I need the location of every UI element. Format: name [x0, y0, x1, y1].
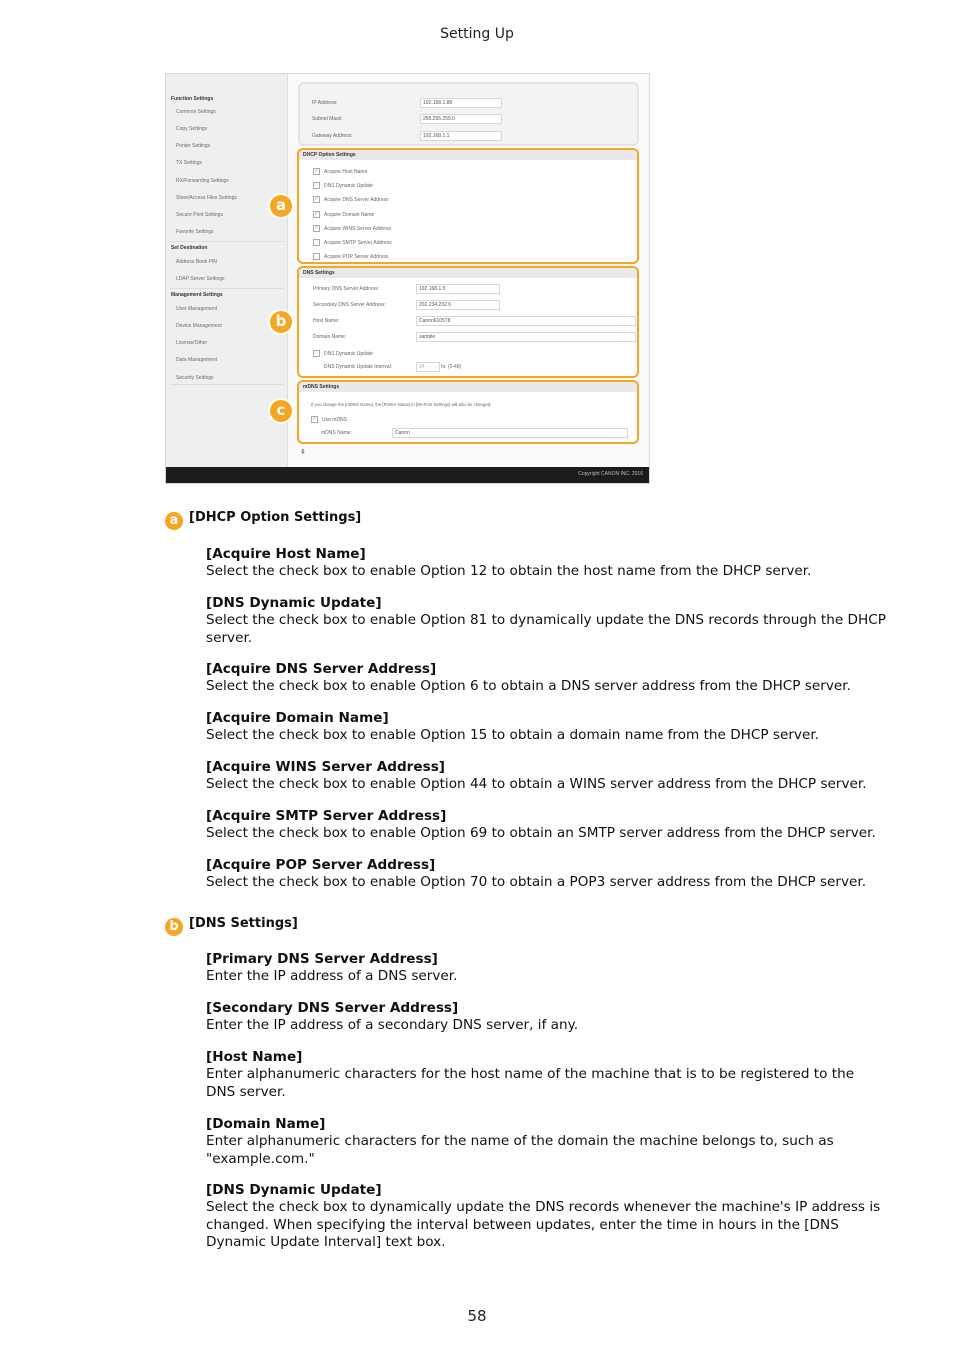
definition-term: [Host Name] — [206, 1049, 303, 1065]
definition-description: Select the check box to enable Option 81 to dynamically update the DNS records through the DHCP server. — [206, 612, 886, 646]
section-a-heading — [165, 510, 361, 530]
section-a-badge: a — [165, 512, 183, 530]
sidebar-item[interactable]: License/Other — [176, 340, 208, 346]
definition-term: [Acquire SMTP Server Address] — [206, 808, 447, 824]
sidebar-item[interactable]: Secure Print Settings — [176, 212, 223, 218]
dhcp-option-checkbox[interactable] — [313, 253, 388, 260]
definition-term: [Secondary DNS Server Address] — [206, 1000, 459, 1016]
definition-item — [206, 1049, 886, 1101]
mdns-note: If you change the [mDNS Name], the [Printer Name] in [Wi-Print Settings] will also be changed. — [311, 402, 492, 407]
section-b-badge: b — [165, 918, 183, 936]
mdns-name-field[interactable]: Canon — [392, 428, 628, 438]
domain-name-label: Domain Name: — [313, 334, 347, 340]
checkbox-checked-icon: ✓ — [314, 196, 319, 203]
definition-description: Select the check box to enable Option 44 to obtain a WINS server address from the DHCP server. — [206, 776, 867, 793]
dhcp-option-checkbox[interactable] — [313, 196, 388, 203]
ip-address-field[interactable]: 192.168.1.88 — [420, 98, 502, 108]
dhcp-option-label: Acquire POP Server Address — [324, 254, 389, 261]
scroll-top-icon[interactable]: ⇞ — [300, 449, 306, 456]
secondary-dns-label: Secondary DNS Server Address: — [313, 302, 386, 308]
definition-item — [206, 661, 886, 696]
dhcp-option-checkbox[interactable] — [313, 225, 391, 232]
screenshot-figure — [165, 73, 650, 484]
dns-settings-box — [297, 266, 639, 378]
subnet-mask-field[interactable]: 255.255.255.0 — [420, 114, 502, 124]
definition-term: [Acquire DNS Server Address] — [206, 661, 437, 677]
callout-b: b — [270, 311, 292, 333]
dhcp-option-checkbox[interactable] — [313, 239, 392, 246]
definition-item — [206, 759, 886, 794]
dhcp-option-label: Acquire SMTP Server Address — [324, 239, 392, 246]
update-interval-label: DNS Dynamic Update Interval: — [324, 364, 393, 370]
screenshot-footer-bar — [166, 467, 649, 483]
gateway-label: Gateway Address: — [312, 133, 353, 139]
callout-c: c — [270, 400, 292, 422]
checkbox-checked-icon: ✓ — [314, 168, 319, 174]
sidebar-category: Set Destination — [171, 245, 208, 251]
dhcp-option-settings-title: DHCP Option Settings — [299, 150, 637, 160]
dhcp-option-settings-box — [297, 148, 639, 264]
tcpip-panel — [298, 82, 639, 146]
sidebar-item[interactable]: Favorite Settings — [176, 229, 214, 235]
checkbox-checked-icon: ✓ — [312, 416, 317, 422]
definition-term: [DNS Dynamic Update] — [206, 595, 382, 611]
dns-settings-title: DNS Settings — [299, 268, 637, 278]
definition-item — [206, 710, 886, 745]
dhcp-option-checkbox[interactable] — [313, 211, 374, 218]
dhcp-option-label: Acquire WINS Server Address — [324, 225, 391, 232]
definition-term: [Domain Name] — [206, 1116, 326, 1132]
secondary-dns-field[interactable]: 202.234.232.6 — [416, 300, 500, 310]
mdns-name-label: mDNS Name: — [321, 430, 352, 436]
sidebar-item[interactable]: Store/Access Files Settings — [176, 195, 237, 201]
host-name-field[interactable]: Canon610578 — [416, 316, 636, 326]
sidebar-divider — [170, 384, 284, 385]
checkbox-icon — [313, 253, 320, 260]
checkbox-checked-icon: ✓ — [314, 224, 319, 231]
host-name-label: Host Name: — [313, 318, 340, 324]
sidebar-category: Management Settings — [171, 292, 223, 298]
primary-dns-label: Primary DNS Server Address: — [313, 286, 380, 292]
domain-name-field[interactable]: sample — [416, 332, 636, 342]
copyright-text: Copyright CANON INC. 2016 — [578, 471, 643, 477]
checkbox-icon — [313, 350, 320, 357]
definition-item — [206, 1000, 886, 1035]
definition-item — [206, 1182, 886, 1252]
definition-item — [206, 857, 886, 892]
update-interval-field[interactable]: 24 — [416, 362, 440, 372]
checkbox-icon — [313, 239, 320, 246]
definition-item — [206, 546, 886, 581]
definition-description: Enter alphanumeric characters for the host name of the machine that is to be registered to the DNS server. — [206, 1066, 855, 1100]
definition-term: [Acquire Host Name] — [206, 546, 366, 562]
ip-address-label: IP Address: — [312, 100, 338, 106]
sidebar-divider — [170, 288, 284, 289]
definition-term: [DNS Dynamic Update] — [206, 1182, 382, 1198]
sidebar-item[interactable]: Common Settings — [176, 109, 216, 115]
use-mdns-label: Use mDNS — [322, 416, 348, 423]
sidebar-category: Function Settings — [171, 96, 214, 102]
settings-main-panel — [288, 74, 649, 467]
dhcp-option-label: Acquire Domain Name — [324, 211, 375, 218]
page-number: 58 — [467, 1307, 487, 1325]
sidebar-item[interactable]: Device Management — [176, 323, 222, 329]
definition-item — [206, 1116, 886, 1168]
sidebar-item[interactable]: Data Management — [176, 357, 218, 363]
section-b-heading — [165, 916, 298, 936]
dns-dynamic-update-checkbox[interactable] — [313, 350, 373, 357]
primary-dns-field[interactable]: 192.168.1.5 — [416, 284, 500, 294]
definition-description: Select the check box to dynamically update the DNS records whenever the machine's IP address is changed. When specifying the interval between updates, enter the time in hours in the [DNS Dynamic Update Interval] text box. — [206, 1199, 881, 1251]
sidebar-item[interactable]: LDAP Server Settings — [176, 276, 225, 282]
gateway-field[interactable]: 192.168.1.1 — [420, 131, 502, 141]
dhcp-option-checkbox[interactable] — [313, 182, 373, 189]
definition-description: Enter alphanumeric characters for the name of the domain the machine belongs to, such as "example.com." — [206, 1133, 834, 1167]
dhcp-option-label: DNS Dynamic Update — [324, 183, 373, 190]
definition-item — [206, 808, 886, 843]
definition-description: Select the check box to enable Option 70 to obtain a POP3 server address from the DHCP server. — [206, 874, 867, 891]
definition-item — [206, 595, 886, 647]
section-a-title: [DHCP Option Settings] — [189, 510, 362, 525]
page-header: Setting Up — [440, 26, 514, 42]
sidebar-item[interactable]: Copy Settings — [176, 126, 208, 132]
dhcp-option-label: Acquire DNS Server Address — [324, 197, 389, 204]
sidebar-item[interactable]: Address Book PIN — [176, 259, 217, 265]
callout-a: a — [270, 195, 292, 217]
definition-description: Select the check box to enable Option 15 to obtain a domain name from the DHCP server. — [206, 727, 820, 744]
sidebar-item[interactable]: Printer Settings — [176, 143, 211, 149]
mdns-settings-box — [297, 380, 639, 444]
definition-term: [Acquire Domain Name] — [206, 710, 389, 726]
use-mdns-checkbox[interactable] — [311, 416, 347, 423]
definition-term: [Primary DNS Server Address] — [206, 951, 438, 967]
definition-description: Enter the IP address of a secondary DNS server, if any. — [206, 1017, 579, 1034]
sidebar-item[interactable]: RX/Forwarding Settings — [176, 178, 229, 184]
definition-description: Select the check box to enable Option 6 to obtain a DNS server address from the DHCP server. — [206, 678, 851, 695]
sidebar-item[interactable]: Security Settings — [176, 375, 214, 381]
sidebar-item[interactable]: User Management — [176, 306, 218, 312]
definition-term: [Acquire WINS Server Address] — [206, 759, 445, 775]
definition-item — [206, 951, 886, 986]
dns-dynamic-update-label: DNS Dynamic Update — [324, 350, 373, 357]
dhcp-option-label: Acquire Host Name — [324, 168, 368, 175]
section-b-title: [DNS Settings] — [189, 916, 298, 931]
update-interval-unit: hr. (0-48) — [441, 364, 462, 370]
checkbox-icon — [313, 182, 320, 189]
definition-description: Enter the IP address of a DNS server. — [206, 968, 458, 985]
mdns-settings-title: mDNS Settings — [299, 382, 637, 392]
subnet-mask-label: Subnet Mask: — [312, 116, 343, 122]
definition-description: Select the check box to enable Option 69 to obtain an SMTP server address from the DHCP server. — [206, 825, 876, 842]
definition-description: Select the check box to enable Option 12 to obtain the host name from the DHCP server. — [206, 563, 812, 580]
checkbox-checked-icon: ✓ — [314, 210, 319, 217]
sidebar-divider — [170, 241, 284, 242]
dhcp-option-checkbox[interactable] — [313, 168, 367, 175]
definition-term: [Acquire POP Server Address] — [206, 857, 436, 873]
sidebar-item[interactable]: TX Settings — [176, 160, 202, 166]
